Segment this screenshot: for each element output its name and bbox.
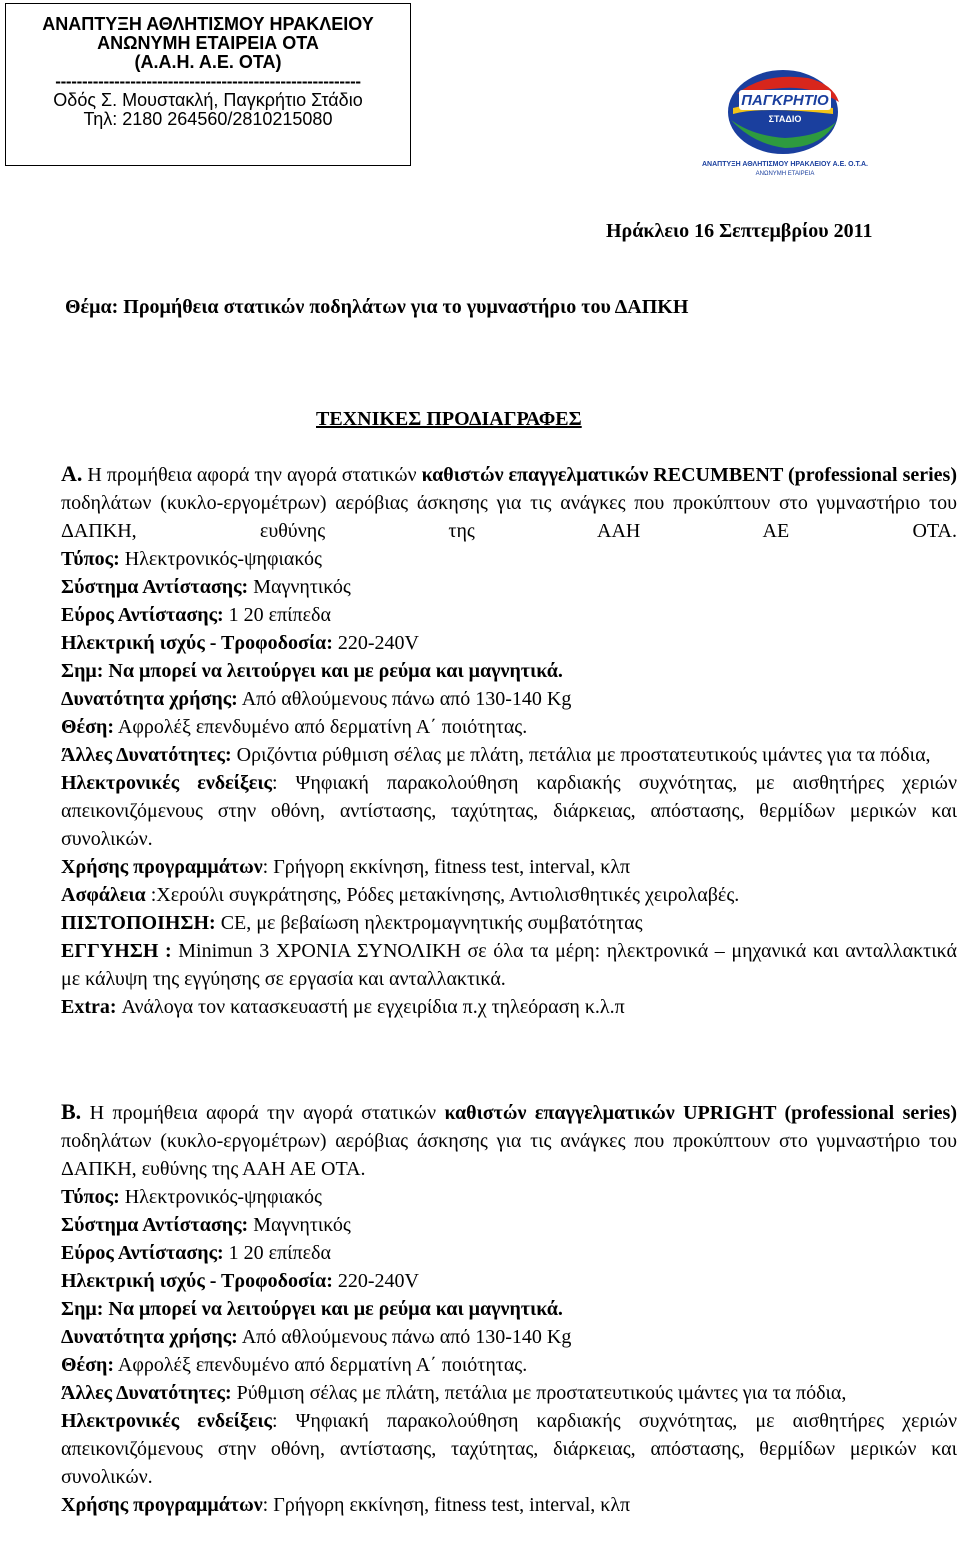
logo-main-text: ΠΑΓΚΡΗΤΙΟ (741, 92, 829, 109)
document-subject: Θέμα: Προμήθεια στατικών ποδηλάτων για το γυμναστήριο του ΔΑΠΚΗ (65, 296, 689, 318)
section-a-warranty: ΕΓΓΥΗΣΗ : Minimun 3 ΧΡΟΝΙΑ ΣΥΝΟΛΙΚΗ σε όλα τα μέρη: ηλεκτρονικά – μηχανικά και ανταλλακτικά με κάλυψη της εγγύησης σε εργασία και ανταλλακτικά. (61, 940, 957, 990)
section-a-cert: ΠΙΣΤΟΠΟΙΗΣΗ: CE, με βεβαίωση ηλεκτρομαγνητικής συμβατότητας (61, 912, 643, 934)
section-b-other: Άλλες Δυνατότητες: Ρύθμιση σέλας με πλάτη, πετάλια με προστατευτικούς ιμάντες για τα πόδια, (61, 1382, 847, 1404)
section-b-type: Τύπος: Ηλεκτρονικός-ψηφιακός (61, 1186, 322, 1208)
org-name-line1: ΑΝΑΠΤΥΞΗ ΑΘΛΗΤΙΣΜΟΥ ΗΡΑΚΛΕΙΟΥ (42, 14, 374, 34)
section-b-programs: Χρήσης προγραμμάτων: Γρήγορη εκκίνηση, fitness test, interval, κλπ (61, 1494, 631, 1516)
section-a-safety: Ασφάλεια :Χερούλι συγκράτησης, Ρόδες μετακίνησης, Αντιολισθητικές χειρολαβές. (61, 884, 740, 906)
section-b-intro: Β. Η προμήθεια αφορά την αγορά στατικών καθιστών επαγγελματικών UPRIGHT (professional series) ποδηλάτων (κυκλο-εργομέτρων) αερόβιας άσκησης για τις ανάγκες που προκύπτουν στο γυμναστήριο του ΔΑΠΚΗ, ευθύνης της ΑΑΗ ΑΕ ΟΤΑ. (61, 1099, 957, 1180)
header-separator: --------------------------------------------------------- (55, 72, 361, 91)
section-a-res-system: Σύστημα Αντίστασης: Μαγνητικός (61, 576, 351, 598)
logo-caption-1: ΑΝΑΠΤΥΞΗ ΑΘΛΗΤΙΣΜΟΥ ΗΡΑΚΛΕΙΟΥ Α.Ε. Ο.Τ.Α. (702, 161, 868, 168)
org-phone: Τηλ: 2180 264560/2810215080 (83, 109, 333, 129)
section-b-electronics: Ηλεκτρονικές ενδείξεις: Ψηφιακή παρακολούθηση καρδιακής συχνότητας, με αισθητήρες χεριών απεικονιζόμενους στην οθόνη, αντίστασης, ταχύτητας, διάρκειας, απόστασης, θερμίδων μερικών και συνολικών. (61, 1410, 957, 1488)
section-a-note: Σημ: Να μπορεί να λειτούργει και με ρεύμα και μαγνητικά. (61, 660, 563, 682)
stadium-logo (693, 64, 876, 178)
document-date: Ηράκλειο 16 Σεπτεμβρίου 2011 (606, 220, 873, 242)
section-b-letter: Β. (61, 1099, 82, 1124)
section-a-res-range: Εύρος Αντίστασης: 1 20 επίπεδα (61, 604, 331, 626)
section-b (61, 1098, 957, 1519)
section-a-electronics: Ηλεκτρονικές ενδείξεις: Ψηφιακή παρακολούθηση καρδιακής συχνότητας, με αισθητήρες χεριών απεικονιζόμενους στην οθόνη, αντίστασης, ταχύτητας, διάρκειας, απόστασης, θερμίδων μερικών και συνολικών. (61, 772, 957, 850)
logo-sub-text: ΣΤΑΔΙΟ (768, 114, 802, 124)
org-name-line2: ΑΝΩΝΥΜΗ ΕΤΑΙΡΕΙΑ ΟΤΑ (97, 33, 319, 53)
org-address: Οδός Σ. Μουστακλή, Παγκρήτιο Στάδιο (53, 90, 363, 110)
org-name-line3: (Α.Α.Η. Α.Ε. ΟΤΑ) (134, 52, 282, 72)
section-a-letter: Α. (61, 461, 83, 486)
specs-title: ΤΕΧΝΙΚΕΣ ΠΡΟΔΙΑΓΡΑΦΕΣ (316, 408, 582, 430)
section-a-type: Τύπος: Ηλεκτρονικός-ψηφιακός (61, 548, 322, 570)
section-b-power: Ηλεκτρική ισχύς - Τροφοδοσία: 220-240V (61, 1270, 419, 1292)
section-a-extra: Extra: Ανάλογα τον κατασκευαστή με εγχειρίδια π.χ τηλεόραση κ.λ.π (61, 996, 625, 1018)
section-a-seat: Θέση: Αφρολέξ επενδυμένο από δερματίνη Α΄ ποιότητας. (61, 716, 528, 738)
section-a-other: Άλλες Δυνατότητες: Οριζόντια ρύθμιση σέλας με πλάτη, πετάλια με προστατευτικούς ιμάντες για τα πόδια, (61, 744, 931, 766)
logo-caption-2: ΑΝΩΝΥΜΗ ΕΤΑΙΡΕΙΑ (755, 171, 815, 177)
section-a-intro: Α. Η προμήθεια αφορά την αγορά στατικών καθιστών επαγγελματικών RECUMBENT (professional series) ποδηλάτων (κυκλο-εργομέτρων) αερόβιας άσκησης για τις ανάγκες που προκύπτουν στο γυμναστήριο του ΔΑΠΚΗ, ευθύνης της ΑΑΗ ΑΕ ΟΤΑ. (61, 461, 957, 542)
section-b-note: Σημ: Να μπορεί να λειτούργει και με ρεύμα και μαγνητικά. (61, 1298, 563, 1320)
section-b-res-range: Εύρος Αντίστασης: 1 20 επίπεδα (61, 1242, 331, 1264)
section-a-capacity: Δυνατότητα χρήσης: Από αθλούμενους πάνω από 130-140 Kg (61, 688, 572, 710)
section-b-res-system: Σύστημα Αντίστασης: Μαγνητικός (61, 1214, 351, 1236)
section-b-capacity: Δυνατότητα χρήσης: Από αθλούμενους πάνω από 130-140 Kg (61, 1326, 572, 1348)
stadium-logo-icon (693, 64, 876, 178)
section-a (61, 460, 957, 1021)
section-a-programs: Χρήσης προγραμμάτων: Γρήγορη εκκίνηση, fitness test, interval, κλπ (61, 856, 631, 878)
section-b-seat: Θέση: Αφρολέξ επενδυμένο από δερματίνη Α΄ ποιότητας. (61, 1354, 528, 1376)
organization-header (5, 3, 411, 166)
section-a-power: Ηλεκτρική ισχύς - Τροφοδοσία: 220-240V (61, 632, 419, 654)
